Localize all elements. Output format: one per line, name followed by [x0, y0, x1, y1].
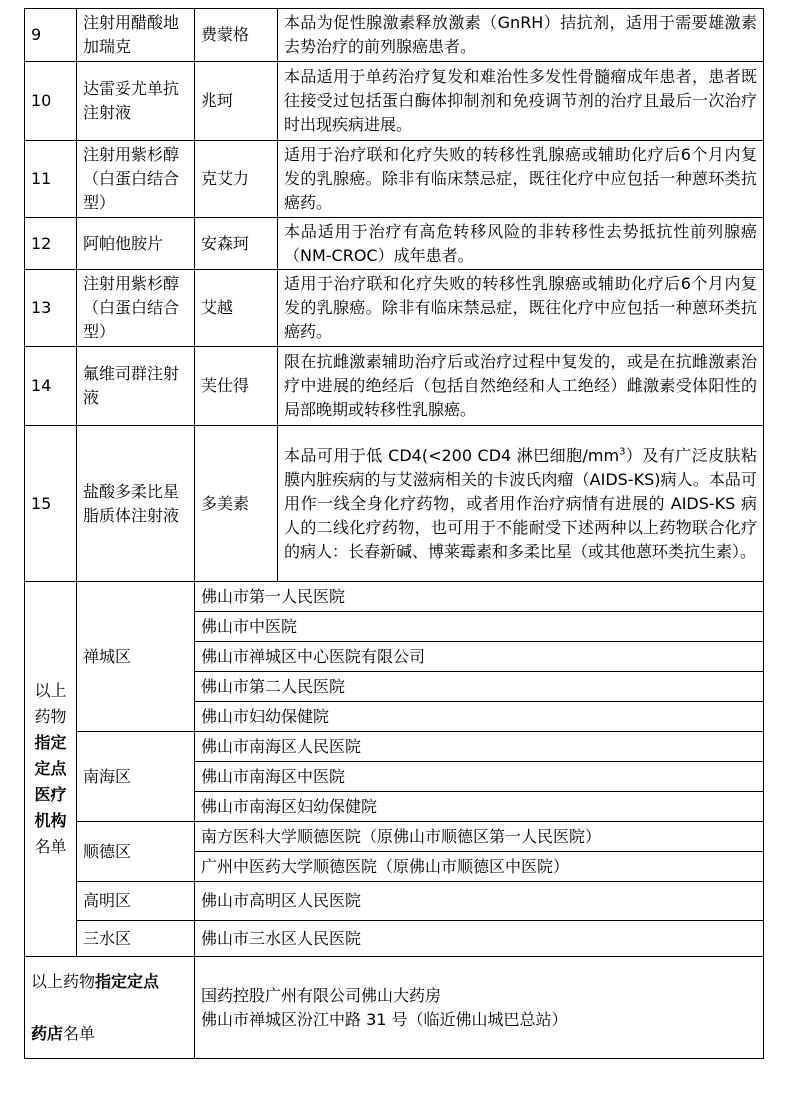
- hospital-row: [25, 921, 764, 957]
- row-number: 14: [25, 347, 77, 426]
- hospital-name: 佛山市妇幼保健院: [195, 702, 764, 732]
- drug-name: 注射用醋酸地加瑞克: [77, 9, 195, 62]
- drug-name: 阿帕他胺片: [77, 218, 195, 270]
- label-part: 药店: [31, 1023, 64, 1043]
- drug-name: 注射用紫杉醇（白蛋白结合型）: [77, 270, 195, 347]
- hospital-name: 佛山市南海区人民医院: [195, 732, 764, 762]
- drug-brand: 多美素: [195, 426, 278, 582]
- label-part: 名单: [34, 837, 67, 856]
- drug-indication: 本品适用于治疗有高危转移风险的非转移性去势抵抗性前列腺癌（NM-CROC）成年患者。: [278, 218, 764, 270]
- hospital-name: 佛山市第二人民医院: [195, 672, 764, 702]
- row-number: 13: [25, 270, 77, 347]
- drug-name: 达雷妥尤单抗注射液: [77, 62, 195, 141]
- hospital-name: 佛山市中医院: [195, 612, 764, 642]
- district-name: 高明区: [77, 882, 195, 921]
- pharmacy-info: [195, 957, 764, 1059]
- drug-indication: [278, 426, 764, 582]
- hospital-name: 佛山市南海区中医院: [195, 762, 764, 792]
- drug-brand: 安森珂: [195, 218, 278, 270]
- row-number: 15: [25, 426, 77, 582]
- table-row: [25, 218, 764, 270]
- label-part: 以上: [34, 681, 67, 700]
- hospital-name: 佛山市禅城区中心医院有限公司: [195, 642, 764, 672]
- label-part: 指定定点: [95, 971, 160, 991]
- drug-hospital-table: [24, 8, 764, 1059]
- row-number: 11: [25, 141, 77, 218]
- hospital-name: 佛山市三水区人民医院: [195, 921, 764, 957]
- hospital-row: [25, 582, 764, 612]
- label-part: 名单: [63, 1023, 96, 1043]
- indication-part: 本品可用于低 CD4(<200 CD4 淋巴细胞/mm: [284, 445, 620, 465]
- hospital-name: 佛山市高明区人民医院: [195, 882, 764, 921]
- table-row: [25, 270, 764, 347]
- table-row: [25, 141, 764, 218]
- drug-brand: 费蒙格: [195, 9, 278, 62]
- hospital-name: 广州中医药大学顺德医院（原佛山市顺德区中医院）: [195, 852, 764, 882]
- row-number: 12: [25, 218, 77, 270]
- pharmacy-name: 国药控股广州有限公司佛山大药房: [201, 985, 442, 1005]
- row-number: 10: [25, 62, 77, 141]
- drug-indication: 适用于治疗联和化疗失败的转移性乳腺癌或辅助化疗后6个月内复发的乳腺癌。除非有临床禁忌症，既往化疗中应包括一种蒽环类抗癌药。: [278, 270, 764, 347]
- district-name: 禅城区: [77, 582, 195, 732]
- hospital-name: 南方医科大学顺德医院（原佛山市顺德区第一人民医院）: [195, 822, 764, 852]
- label-part: 定点: [34, 759, 67, 778]
- district-name: 三水区: [77, 921, 195, 957]
- drug-indication: 本品适用于单药治疗复发和难治性多发性骨髓瘤成年患者，患者既往接受过包括蛋白酶体抑制剂和免疫调节剂的治疗且最后一次治疗时出现疾病进展。: [278, 62, 764, 141]
- superscript: 3: [619, 446, 626, 458]
- pharmacy-address: 佛山市禅城区汾江中路 31 号（临近佛山城巴总站）: [201, 1009, 568, 1029]
- label-part: 指定: [34, 733, 67, 752]
- label-part: 医疗: [34, 785, 67, 804]
- drug-brand: 兆珂: [195, 62, 278, 141]
- table-row: [25, 62, 764, 141]
- drug-name: 氟维司群注射液: [77, 347, 195, 426]
- label-part: 以上药物: [31, 971, 96, 991]
- designated-hospitals-label: [25, 582, 77, 957]
- hospital-row: [25, 822, 764, 852]
- designated-pharmacy-label: [25, 957, 195, 1059]
- table-row: [25, 426, 764, 582]
- drug-brand: 艾越: [195, 270, 278, 347]
- row-number: 9: [25, 9, 77, 62]
- drug-name: 注射用紫杉醇（白蛋白结合型）: [77, 141, 195, 218]
- pharmacy-row: [25, 957, 764, 1059]
- drug-indication: 限在抗雌激素辅助治疗后或治疗过程中复发的，或是在抗雌激素治疗中进展的绝经后（包括自然绝经和人工绝经）雌激素受体阳性的局部晚期或转移性乳腺癌。: [278, 347, 764, 426]
- district-name: 顺德区: [77, 822, 195, 882]
- drug-indication: 本品为促性腺激素释放激素（GnRH）拮抗剂，适用于需要雄激素去势治疗的前列腺癌患者。: [278, 9, 764, 62]
- drug-indication: 适用于治疗联和化疗失败的转移性乳腺癌或辅助化疗后6个月内复发的乳腺癌。除非有临床禁忌症，既往化疗中应包括一种蒽环类抗癌药。: [278, 141, 764, 218]
- drug-brand: 芙仕得: [195, 347, 278, 426]
- label-part: 药物: [34, 707, 67, 726]
- hospital-name: 佛山市南海区妇幼保健院: [195, 792, 764, 822]
- district-name: 南海区: [77, 732, 195, 822]
- hospital-name: 佛山市第一人民医院: [195, 582, 764, 612]
- table-row: [25, 9, 764, 62]
- drug-brand: 克艾力: [195, 141, 278, 218]
- indication-part: ）及有广泛皮肤粘膜内脏疾病的与艾滋病相关的卡波氏肉瘤（AIDS-KS)病人。本品可用作一线全身化疗药物，或者用作治疗病情有进展的 AIDS-KS 病人的二线化疗药物，也可用于不能耐受下述两种以上药物联合化疗的病人：长春新碱、博莱霉素和多柔比星（或其他蒽环类抗生素）。: [284, 445, 757, 561]
- label-part: 机构: [34, 811, 67, 830]
- drug-name: 盐酸多柔比星脂质体注射液: [77, 426, 195, 582]
- table-row: [25, 347, 764, 426]
- hospital-row: [25, 732, 764, 762]
- hospital-row: [25, 882, 764, 921]
